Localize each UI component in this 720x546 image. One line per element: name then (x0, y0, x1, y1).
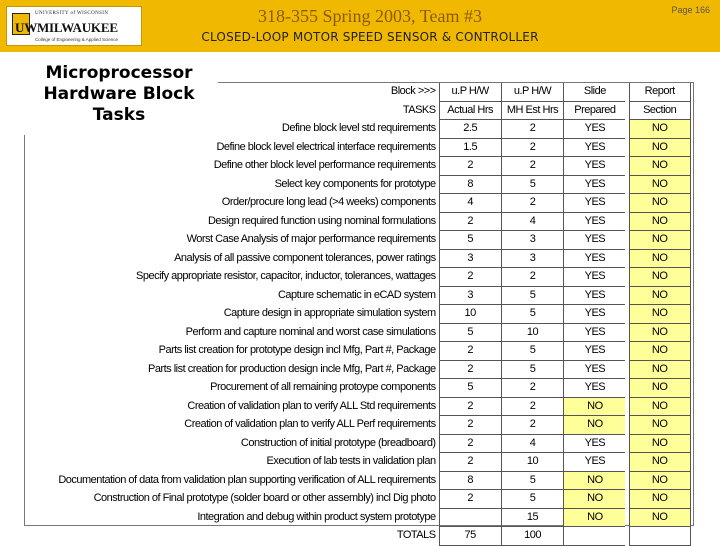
cell-up-actual-hrs: 3 (439, 286, 501, 305)
table-row (25, 360, 693, 379)
table-row (25, 268, 693, 287)
cell-up-est-hrs: 100 (501, 527, 564, 546)
cell-up-est-hrs: 3 (501, 249, 564, 268)
cell-report-section (629, 527, 690, 546)
cell-report-section: NO (629, 434, 690, 453)
row-tail (690, 194, 693, 213)
table-row (25, 249, 693, 268)
cell-slide-prepared: NO (564, 508, 626, 527)
cell-slide-prepared: YES (564, 194, 626, 213)
row-tail (690, 416, 693, 435)
table-row (25, 194, 693, 213)
cell-up-actual-hrs: 2 (439, 268, 501, 287)
row-tail (690, 286, 693, 305)
cell-up-est-hrs: 2 (501, 120, 564, 139)
cell-task: Construction of Final prototype (solder board or other assembly) incl Dig photo (25, 490, 439, 509)
cell-report-section: NO (629, 490, 690, 509)
table-row (25, 508, 693, 527)
table-row (25, 323, 693, 342)
table-row (25, 342, 693, 361)
cell-slide-prepared: YES (564, 175, 626, 194)
cell-up-est-hrs: 5 (501, 175, 564, 194)
page-number: Page 166 (671, 5, 710, 15)
row-tail (690, 83, 693, 101)
cell-up-est-hrs: 2 (501, 138, 564, 157)
cell-task: Define block level std requirements (25, 120, 439, 139)
cell-up-actual-hrs: 2.5 (439, 120, 501, 139)
cell-slide-prepared: YES (564, 360, 626, 379)
cell-up-est-hrs: 2 (501, 268, 564, 287)
cell-task: Worst Case Analysis of major performance requirements (25, 231, 439, 250)
cell-up-actual-hrs: 8 (439, 471, 501, 490)
cell-slide-prepared: NO (564, 471, 626, 490)
cell-task: Design required function using nominal formulations (25, 212, 439, 231)
cell-slide-prepared: NO (564, 397, 626, 416)
cell-up-est-hrs: 2 (501, 194, 564, 213)
row-tail (690, 471, 693, 490)
row-tail (690, 490, 693, 509)
cell-report-section: NO (629, 249, 690, 268)
logo-college: College of Engineering & Applied Science (35, 37, 119, 42)
cell-up-est-hrs: 2 (501, 416, 564, 435)
cell-up-est-hrs: 4 (501, 212, 564, 231)
row-tail (690, 101, 693, 120)
cell-slide-prepared: YES (564, 231, 626, 250)
cell-up-actual-hrs: 2 (439, 453, 501, 472)
cell-slide-prepared: YES (564, 120, 626, 139)
cell-up-actual-hrs: 2 (439, 416, 501, 435)
cell-task: Integration and debug within product system prototype (25, 508, 439, 527)
cell-up-est-hrs: 10 (501, 453, 564, 472)
table-row (25, 379, 693, 398)
cell-up-actual-hrs: 4 (439, 194, 501, 213)
cell-up-actual-hrs (439, 508, 501, 527)
cell-slide-prepared: YES (564, 286, 626, 305)
row-tail (690, 527, 693, 546)
cell-up-est-hrs: 2 (501, 157, 564, 176)
cell-up-actual-hrs: Actual Hrs (439, 101, 501, 120)
cell-slide-prepared (564, 527, 626, 546)
cell-report-section: NO (629, 453, 690, 472)
table-row (25, 138, 693, 157)
cell-up-est-hrs: 2 (501, 379, 564, 398)
cell-task: Parts list creation for prototype design incl Mfg, Part #, Package (25, 342, 439, 361)
cell-up-actual-hrs: 2 (439, 397, 501, 416)
cell-slide-prepared: NO (564, 416, 626, 435)
cell-slide-prepared: YES (564, 323, 626, 342)
row-tail (690, 120, 693, 139)
cell-task: TASKS (25, 101, 439, 120)
section-title: Microprocessor Hardware Block Tasks (20, 63, 218, 135)
cell-up-actual-hrs: 3 (439, 249, 501, 268)
cell-up-est-hrs: 15 (501, 508, 564, 527)
cell-report-section: NO (629, 508, 690, 527)
cell-up-actual-hrs: 75 (439, 527, 501, 546)
university-logo (6, 6, 142, 46)
cell-up-est-hrs: 10 (501, 323, 564, 342)
cell-report-section: NO (629, 194, 690, 213)
cell-task: Capture design in appropriate simulation system (25, 305, 439, 324)
row-tail (690, 231, 693, 250)
cell-task: Order/procure long lead (>4 weeks) components (25, 194, 439, 213)
table-row (25, 286, 693, 305)
cell-up-est-hrs: 5 (501, 360, 564, 379)
page-subtitle: CLOSED-LOOP MOTOR SPEED SENSOR & CONTROLLER (201, 30, 539, 44)
cell-report-section: NO (629, 342, 690, 361)
row-tail (690, 360, 693, 379)
cell-up-actual-hrs: 2 (439, 342, 501, 361)
row-tail (690, 175, 693, 194)
table-row (25, 453, 693, 472)
cell-report-section: NO (629, 305, 690, 324)
cell-slide-prepared: YES (564, 434, 626, 453)
table-row (25, 305, 693, 324)
cell-slide-prepared: YES (564, 212, 626, 231)
cell-report-section: NO (629, 120, 690, 139)
cell-report-section: NO (629, 416, 690, 435)
cell-up-actual-hrs: 10 (439, 305, 501, 324)
cell-task: TOTALS (25, 527, 439, 546)
cell-task: Creation of validation plan to verify ALL Perf requirements (25, 416, 439, 435)
row-tail (690, 453, 693, 472)
cell-report-section: NO (629, 138, 690, 157)
cell-task: Analysis of all passive component tolerances, power ratings (25, 249, 439, 268)
cell-slide-prepared: YES (564, 453, 626, 472)
page-title: 318-355 Spring 2003, Team #3 (258, 6, 482, 26)
cell-report-section: NO (629, 175, 690, 194)
row-tail (690, 212, 693, 231)
header-bar (0, 0, 720, 52)
row-tail (690, 342, 693, 361)
cell-up-actual-hrs: 5 (439, 231, 501, 250)
cell-slide-prepared: Prepared (564, 101, 626, 120)
cell-report-section: NO (629, 212, 690, 231)
table-row (25, 416, 693, 435)
table-row (25, 490, 693, 509)
cell-up-est-hrs: 5 (501, 490, 564, 509)
cell-up-est-hrs: 5 (501, 471, 564, 490)
cell-up-est-hrs: 4 (501, 434, 564, 453)
cell-slide-prepared: YES (564, 249, 626, 268)
cell-task: Construction of initial prototype (breadboard) (25, 434, 439, 453)
cell-slide-prepared: YES (564, 342, 626, 361)
cell-up-est-hrs: 5 (501, 286, 564, 305)
cell-task: Execution of lab tests in validation plan (25, 453, 439, 472)
cell-slide-prepared: YES (564, 379, 626, 398)
row-tail (690, 397, 693, 416)
cell-up-actual-hrs: u.P H/W (439, 83, 501, 101)
cell-up-actual-hrs: 2 (439, 212, 501, 231)
row-tail (690, 157, 693, 176)
cell-up-actual-hrs: 5 (439, 379, 501, 398)
table-totals-row (25, 527, 693, 546)
row-tail (690, 434, 693, 453)
cell-task: Parts list creation for production design incle Mfg, Part #, Package (25, 360, 439, 379)
cell-task: Specify appropriate resistor, capacitor, inductor, tolerances, wattages (25, 268, 439, 287)
cell-up-est-hrs: MH Est Hrs (501, 101, 564, 120)
row-tail (690, 508, 693, 527)
row-tail (690, 138, 693, 157)
logo-small-text: UNIVERSITY of WISCONSIN (35, 11, 109, 16)
table-row (25, 157, 693, 176)
cell-up-actual-hrs: 2 (439, 360, 501, 379)
task-table (25, 83, 693, 546)
cell-slide-prepared: NO (564, 490, 626, 509)
cell-report-section: Report (629, 83, 690, 101)
cell-report-section: NO (629, 323, 690, 342)
table-row (25, 397, 693, 416)
cell-up-est-hrs: 5 (501, 305, 564, 324)
cell-report-section: NO (629, 471, 690, 490)
cell-up-actual-hrs: 2 (439, 490, 501, 509)
cell-up-actual-hrs: 2 (439, 157, 501, 176)
cell-up-actual-hrs: 1.5 (439, 138, 501, 157)
table-row (25, 212, 693, 231)
cell-slide-prepared: YES (564, 138, 626, 157)
row-tail (690, 379, 693, 398)
row-tail (690, 323, 693, 342)
row-tail (690, 249, 693, 268)
cell-report-section: Section (629, 101, 690, 120)
cell-report-section: NO (629, 379, 690, 398)
cell-task: Documentation of data from validation plan supporting verification of ALL requirements (25, 471, 439, 490)
table-row (25, 231, 693, 250)
cell-report-section: NO (629, 286, 690, 305)
cell-task: Procurement of all remaining protoype components (25, 379, 439, 398)
cell-report-section: NO (629, 157, 690, 176)
cell-slide-prepared: Slide (564, 83, 626, 101)
cell-slide-prepared: YES (564, 157, 626, 176)
cell-up-est-hrs: 5 (501, 342, 564, 361)
table-row (25, 434, 693, 453)
table-row (25, 175, 693, 194)
cell-report-section: NO (629, 397, 690, 416)
cell-up-est-hrs: u.P H/W (501, 83, 564, 101)
cell-report-section: NO (629, 231, 690, 250)
cell-up-actual-hrs: 8 (439, 175, 501, 194)
cell-slide-prepared: YES (564, 305, 626, 324)
cell-task: Block >>> (25, 83, 439, 101)
cell-task: Define other block level performance requirements (25, 157, 439, 176)
cell-task: Perform and capture nominal and worst case simulations (25, 323, 439, 342)
cell-up-est-hrs: 2 (501, 397, 564, 416)
cell-task: Define block level electrical interface requirements (25, 138, 439, 157)
row-tail (690, 268, 693, 287)
table-row (25, 471, 693, 490)
cell-task: Capture schematic in eCAD system (25, 286, 439, 305)
cell-task: Creation of validation plan to verify ALL Std requirements (25, 397, 439, 416)
cell-task: Select key components for prototype (25, 175, 439, 194)
logo-name: UWMILWAUKEE (15, 20, 118, 35)
row-tail (690, 305, 693, 324)
cell-up-actual-hrs: 5 (439, 323, 501, 342)
cell-report-section: NO (629, 268, 690, 287)
task-table-frame (24, 82, 694, 541)
cell-report-section: NO (629, 360, 690, 379)
cell-up-est-hrs: 3 (501, 231, 564, 250)
cell-up-actual-hrs: 2 (439, 434, 501, 453)
cell-slide-prepared: YES (564, 268, 626, 287)
